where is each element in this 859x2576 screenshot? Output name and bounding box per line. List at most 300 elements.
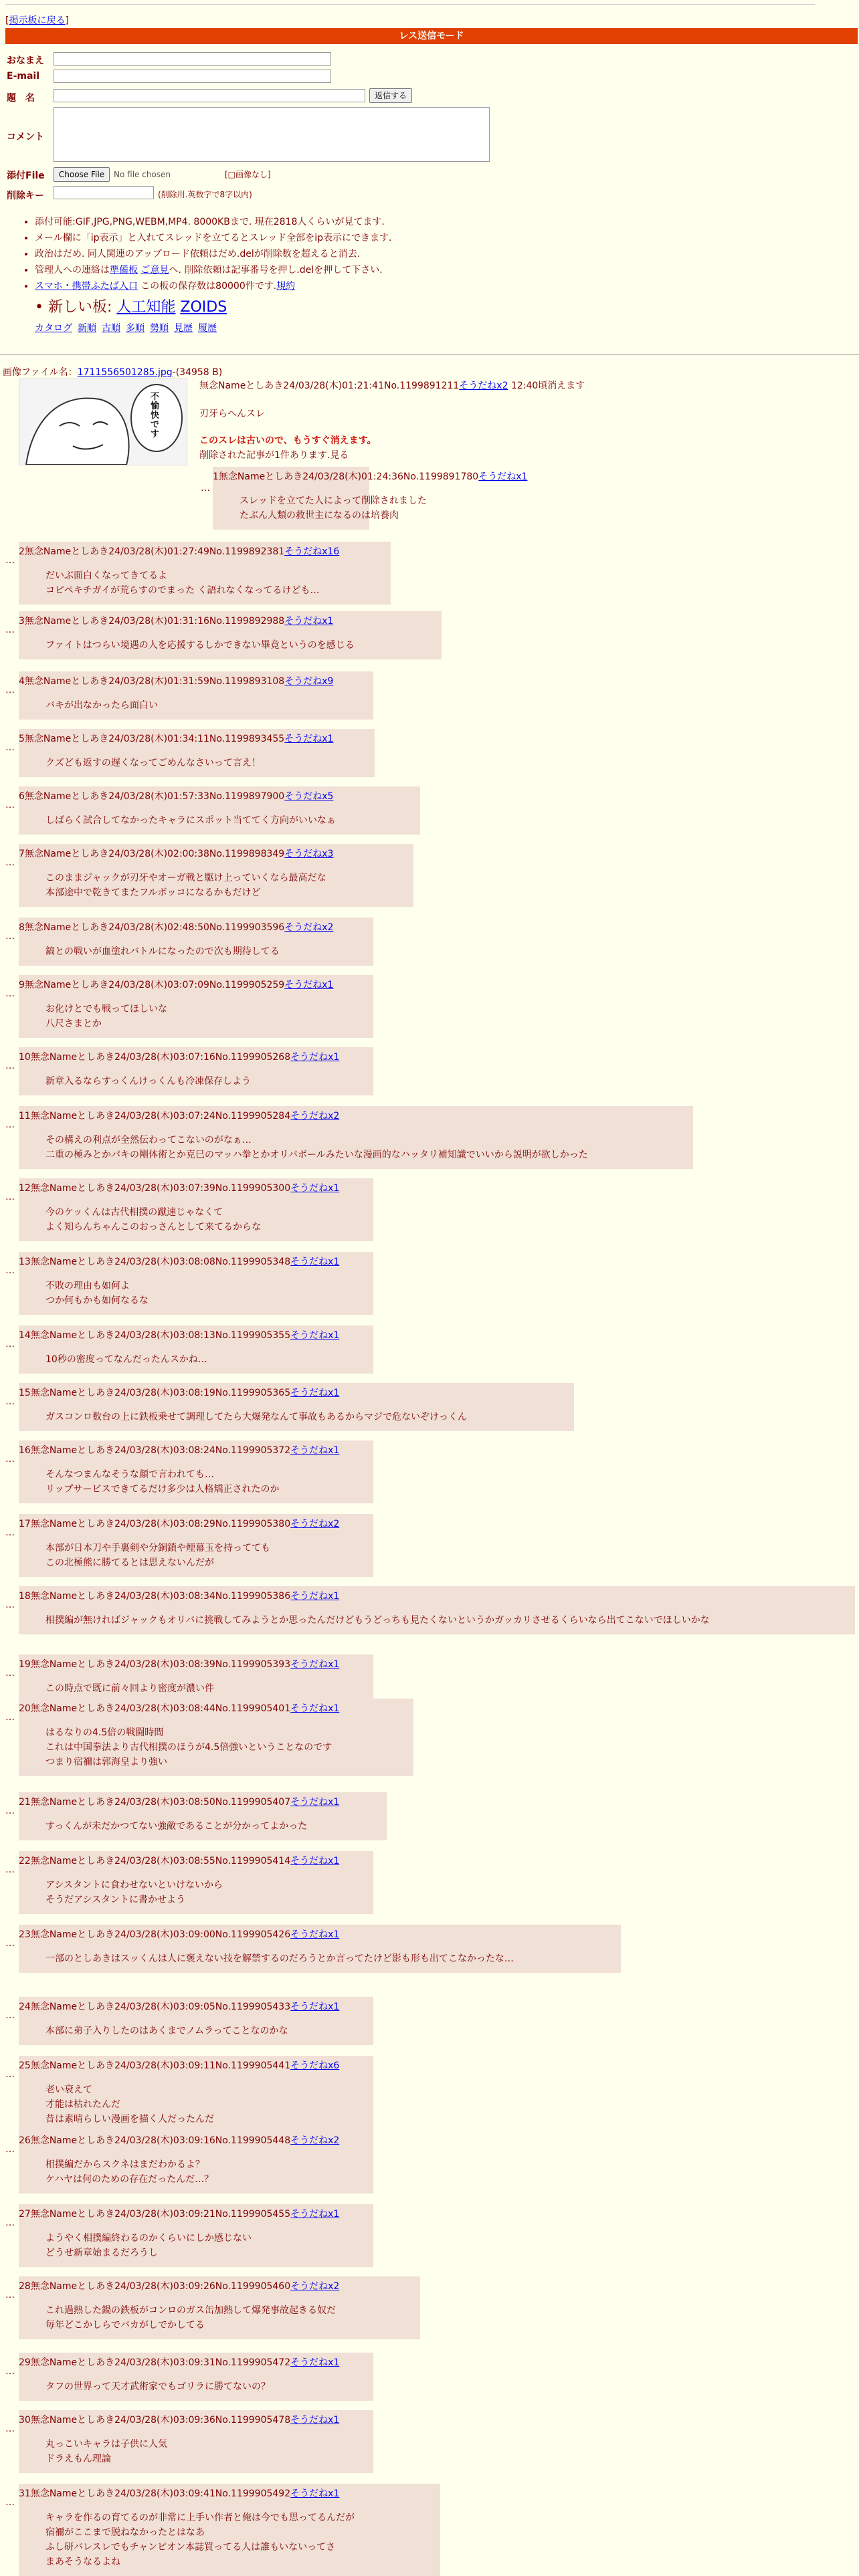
reply-body-line: この北極熊に勝てるとは思えないんだが [45,1558,214,1568]
no-image-checkbox[interactable]: [□画像なし] [225,170,271,179]
reply-dots: … [5,1454,15,1465]
comment-label: コメント [7,132,44,142]
reply-body-line: 丸っこいキャラは子供に人気 [45,2439,167,2450]
reply-post [19,1997,373,2045]
reply-number: 28 [19,2281,31,2292]
reply-dots: … [5,857,15,868]
name-label: おなまえ [7,56,44,66]
reply-post [213,467,528,530]
reply-post [19,1792,387,1840]
prep-board-link[interactable]: 準備板 [110,265,138,276]
reply-post [19,1586,855,1634]
op-expire: 12:40頃消えます [508,381,585,391]
reply-body-line: 八尺さまとか [45,1018,102,1029]
image-size: -(34958 B) [172,367,223,378]
no-file-text: No file chosen [114,170,171,179]
reply-body-line: アシスタントに食わせないといけないから [45,1880,223,1891]
reply-header [19,789,333,802]
reply-number: 29 [19,2357,31,2368]
reply-meta[interactable]: 無念Nameとしあき24/03/28(木)03:08:50No.1199905407 [30,1797,291,1808]
reply-body-line: このままジャックが刃牙やオーガ戦と駆け上っていくなら最高だな [45,873,326,883]
reply-post [19,2204,373,2267]
history-link[interactable]: 履歴 [198,323,217,334]
back-to-board-link[interactable]: 掲示板に戻る [9,15,66,26]
reply-header [19,2058,339,2072]
reply-header [19,2486,339,2500]
viewed-history-link[interactable]: 見歴 [174,323,193,334]
reply-sodane-link[interactable]: そうだねx1 [290,1929,340,1940]
reply-body-line: 毎年どこかしらでバカがしでかしてる [45,2320,205,2331]
reply-post [19,1654,373,1703]
email-label: E-mail [7,71,40,82]
reply-body-line: 相撲編が無ければジャックもオリバに挑戦してみようとか思ったんだけどもうどっちも見たくないというかガッカリさせるくらいなら出てこないでほしいかな [45,1615,710,1626]
reply-body-line: この時点で既に前々回より密度が濃い件 [45,1683,214,1694]
reply-number: 24 [19,2002,31,2012]
reply-header [19,614,333,627]
reply-dots: … [5,685,15,695]
reply-body-line: これ過熱した鍋の鉄板がコンロのガス缶加熱して爆発事故起きる奴だ [45,2305,336,2316]
reply-post [19,1252,373,1315]
reply-number: 9 [19,980,25,990]
reply-number: 3 [19,616,25,627]
reply-sodane-link[interactable]: そうだねx1 [290,1703,340,1714]
sort-new-link[interactable]: 新順 [78,323,96,334]
file-label: 添付File [7,171,45,181]
reply-sodane-link[interactable]: そうだねx1 [290,1445,340,1456]
reply-number: 6 [19,791,25,802]
new-board-prefix: 新しい板: [47,299,112,316]
reply-dots: … [5,2069,15,2080]
mobile-entry-link[interactable]: スマホ・携帯ふたば入口 [35,281,138,292]
reply-header [19,1328,339,1341]
reply-number: 15 [19,1388,31,1398]
section-divider [0,354,859,355]
reply-post [19,786,420,835]
reply-post [19,1106,693,1169]
reply-body-line: ふし研バレスレでもチャンピオン本誌買ってる人は誰もいないってさ [45,2542,336,2553]
reply-body-line: スレッドを立てた人によって削除されました [240,496,427,506]
reply-meta[interactable]: 無念Nameとしあき24/03/28(木)02:00:38No.1199898349 [24,849,285,859]
reply-header [19,674,333,687]
note-text: へ. 削除依頼は記事番号を押し.delを押して下さい. [169,265,383,276]
note-item [35,230,391,246]
board-nav-links [35,321,222,334]
reply-sodane-link[interactable]: そうだねx5 [284,791,334,802]
reply-header [19,2413,339,2426]
reply-dots: … [5,1600,15,1610]
reply-meta[interactable]: 無念Nameとしあき24/03/28(木)01:31:16No.1199892988 [24,616,285,627]
reply-meta[interactable]: 無念Nameとしあき24/03/28(木)03:09:16No.1199905448 [30,2135,291,2146]
reply-sodane-link[interactable]: そうだねx6 [290,2060,340,2071]
reply-dots: … [5,2144,15,2155]
reply-number: 30 [19,2415,31,2426]
reply-number: 7 [19,849,25,859]
reply-sodane-link[interactable]: そうだねx1 [290,2415,340,2426]
reply-header [19,2207,339,2220]
reply-number: 12 [19,1183,31,1194]
reply-body-line: 不敗の理由も如何よ [45,1281,130,1291]
reply-dots: … [5,2290,15,2300]
reply-sodane-link[interactable]: そうだねx1 [284,734,334,744]
speech-bubble-text: 不愉快です [151,392,160,439]
reply-meta[interactable]: 無念Nameとしあき24/03/28(木)03:09:00No.1199905426 [30,1929,291,1940]
reply-header [213,469,527,483]
reply-post [19,844,413,907]
reply-header [19,1109,339,1122]
reply-body-line: 昔は素晴らしい漫画を描く人だったんだ [45,2114,214,2125]
rules-link[interactable]: 規約 [276,281,296,292]
reply-body-line: だいぶ面白くなってきてるよ [45,570,167,581]
reply-dots: … [5,1119,15,1130]
subject-input[interactable] [54,89,365,102]
reply-sodane-link[interactable]: そうだねx1 [290,1330,340,1341]
reply-header [19,1589,339,1602]
op-body: 刃牙らへんスレ [199,409,265,419]
reply-dots: … [5,1396,15,1407]
reply-dots: … [5,1265,15,1276]
reply-body-line: その構えの利点が全然伝わってこないのがなぁ… [45,1135,252,1146]
reply-body-line: 老い衰えて [45,2084,92,2095]
name-input[interactable] [54,52,331,66]
reply-meta[interactable]: 無念Nameとしあき24/03/28(木)03:08:55No.1199905414 [30,1856,291,1866]
reply-header [19,732,333,745]
reply-body-line: どうせ新章始まるだろうし [45,2248,158,2258]
reply-dots: … [5,1864,15,1875]
reply-body-line: つか何もかも如何なるな [45,1295,149,1306]
op-header [199,379,585,392]
reply-post [19,918,373,966]
reply-number: 18 [19,1591,31,1602]
reply-dots: … [5,1668,15,1679]
op-meta: 無念Nameとしあき24/03/28(木)01:21:41No.1199891211 [199,381,460,391]
note-text: 添付可能:GIF,JPG,PNG,WEBM,MP4. 8000KBまで. 現在2818人くらいが見てます. [35,217,385,227]
reply-sodane-link[interactable]: そうだねx1 [290,1052,340,1063]
reply-number: 23 [19,1929,31,1940]
reply-meta[interactable]: 無念Nameとしあき24/03/28(木)03:09:36No.1199905478 [30,2415,291,2426]
reply-sodane-link[interactable]: そうだねx1 [290,1797,340,1808]
reply-number: 10 [19,1052,31,1063]
reply-post [19,975,373,1038]
reply-body-line: よく知らんちゃんこのおっさんとして来てるからな [45,1222,261,1232]
catalog-link[interactable]: カタログ [35,323,72,334]
notes-list [20,214,391,294]
reply-sodane-link[interactable]: そうだねx2 [290,2281,340,2292]
reply-post [19,729,375,777]
reply-number: 1 [213,471,219,482]
reply-meta[interactable]: 無念Nameとしあき24/03/28(木)03:09:26No.1199905460 [30,2281,291,2292]
note-text: メール欄に「ip表示」と入れてスレッドを立てるとスレッド全部をip表示にできます. [35,233,392,243]
reply-dots: … [5,2497,15,2508]
reply-header [19,1657,339,1671]
reply-sodane-link[interactable]: そうだねx2 [290,1111,340,1121]
reply-body-line: リップサービスできてるだけ多少は人格矯正されたのか [45,1484,280,1495]
reply-body-line: つまり宿禰は郭海皇より強い [45,1757,167,1767]
reply-meta[interactable]: 無念Nameとしあき24/03/28(木)01:31:59No.1199893108 [24,676,285,687]
reply-post [19,1851,373,1914]
reply-meta[interactable]: 無念Nameとしあき24/03/28(木)03:07:24No.1199905284 [30,1111,291,1121]
reply-dots: … [5,555,15,566]
reply-sodane-link[interactable]: そうだねx1 [284,980,334,990]
reply-body-line: これは中国拳法より古代相撲のほうが4.5倍強いということなのです [45,1742,332,1753]
reply-dots: … [5,1339,15,1350]
reply-meta[interactable]: 無念Nameとしあき24/03/28(木)03:08:34No.1199905386 [30,1591,291,1602]
sort-old-link[interactable]: 古順 [102,323,120,334]
note-item [35,246,391,262]
top-divider [5,4,815,5]
reply-body-line: 本部が日本刀や手裏剣や分銅鎖や煙幕玉を持ってても [45,1543,270,1553]
reply-dots: … [5,800,15,811]
reply-meta[interactable]: 無念Nameとしあき24/03/28(木)01:34:11No.1199893455 [24,734,285,744]
feedback-link[interactable]: ご意見 [140,265,169,276]
email-input[interactable] [54,70,331,83]
reply-post [19,1325,373,1374]
reply-meta[interactable]: 無念Nameとしあき24/03/28(木)03:09:31No.1199905472 [30,2357,291,2368]
reply-post [19,2131,373,2193]
reply-body-line: そうだアシスタントに書かせよう [45,1895,186,1905]
reply-body-line: すっくんが未だかつてない強敵であることが分かってよかった [45,1821,308,1832]
reply-meta[interactable]: 無念Nameとしあき24/03/28(木)03:08:13No.1199905355 [30,1330,291,1341]
reply-header [19,1927,339,1941]
op-sodane-link[interactable]: そうだねx2 [459,381,508,391]
reply-sodane-link[interactable]: そうだねx1 [290,2209,340,2220]
reply-body-line: まあそうなるよね [45,2557,120,2567]
reply-body-line: ガスコンロ数台の上に鉄板乗せて調理してたら大爆発なんて事故もあるからマジで危ないぞけっくん [45,1412,467,1422]
reply-sodane-link[interactable]: そうだねx1 [284,616,334,627]
comment-textarea[interactable] [54,107,490,162]
note-item [35,262,391,278]
reply-dots: … [5,988,15,999]
reply-header [19,1386,339,1399]
reply-dots: … [5,625,15,635]
sort-momentum-link[interactable]: 勢順 [150,323,169,334]
ai-board-link[interactable]: 人工知能 [116,299,176,316]
reply-body-line: バキが出なかったら面白い [45,700,158,711]
reply-post [19,1440,373,1503]
reply-sodane-link[interactable]: そうだねx2 [284,922,334,933]
reply-body-line: 二重の極みとかパキの剛体術とか克巳のマッハ拳とかオリバボールみたいな漫画的なハッタリ補知識でいいから説明が欲しかった [45,1150,588,1160]
reply-post [19,611,442,659]
reply-post [19,1178,373,1241]
reply-body-line: ドラえもん理論 [45,2454,111,2464]
reply-header [19,2355,339,2369]
reply-body-line: 本部に弟子入りしたのはあくまでノムラってことなのかな [45,2026,288,2036]
reply-body-line: たぶん人類の救世主になるのは培養肉 [240,510,399,521]
reply-header [19,978,333,991]
reply-sodane-link[interactable]: そうだねx2 [290,2135,340,2146]
zoids-board-link[interactable]: ZOIDS [180,299,227,316]
reply-body-line: ファイトはつらい境遇の人を応援するしかできない畢竟というのを感じる [45,640,355,651]
reply-sodane-link[interactable]: そうだねx1 [478,471,528,482]
reply-number: 16 [19,1445,31,1456]
reply-header [19,1854,339,1867]
reply-body-line: 今のケッくんは古代相撲の蹴速じゃなくて [45,1207,223,1218]
reply-header [19,1050,339,1063]
reply-number: 2 [19,546,25,557]
delkey-input[interactable] [54,186,154,199]
reply-body-line: 一部のとしあきはスッくんは人に褒えない技を解禁するのだろうとか言ってたけど影も形も出てこなかったな… [45,1953,514,1964]
reply-meta[interactable]: 無念Nameとしあき24/03/28(木)01:27:49No.1199892381 [24,546,285,557]
reply-header [19,847,333,860]
reply-body-line: 10秒の密度ってなんだったんスかね… [45,1354,207,1365]
reply-post [19,2353,373,2401]
reply-body-line: 相撲編だからスクネはまだわかるよ？ [45,2159,205,2170]
reply-dots: … [5,1061,15,1071]
image-filename-prefix: 画像ファイル名： [3,367,78,378]
new-board-line: • 新しい板: 人工知能 ZOIDS [35,299,227,316]
reply-dots: … [5,1938,15,1949]
reply-header [19,544,339,558]
reply-body-line: コピペキチガイが荒らすのでまった く語れなくなってるけども… [45,585,320,596]
image-filename-line [3,365,222,379]
reply-dots: … [201,483,210,494]
reply-sodane-link[interactable]: そうだねx1 [290,1388,340,1398]
reply-sodane-link[interactable]: そうだねx3 [284,849,334,859]
reply-header [19,1443,339,1457]
reply-sodane-link[interactable]: そうだねx1 [290,1591,340,1602]
image-file-link[interactable]: 1711556501285.jpg [77,367,173,378]
reply-meta[interactable]: 無念Nameとしあき24/03/28(木)03:09:05No.1199905433 [30,2002,291,2012]
reply-dots: … [5,2218,15,2228]
delkey-label: 削除キー [7,191,44,201]
reply-dots: … [5,2366,15,2377]
reply-meta[interactable]: 無念Nameとしあき24/03/28(木)03:07:39No.1199905300 [30,1183,291,1194]
note-text: 管理人への連絡は [35,265,110,276]
reply-sodane-link[interactable]: そうだねx1 [290,2357,340,2368]
reply-meta[interactable]: 無念Nameとしあき24/03/28(木)03:09:21No.1199905455 [30,2209,291,2220]
reply-meta[interactable]: 無念Nameとしあき24/03/28(木)03:08:19No.1199905365 [30,1388,291,1398]
reply-body-line: しばらく試合してなかったキャラにスポット当ててく方向がいいなぁ [45,815,336,826]
reply-number: 4 [19,676,25,687]
reply-dots: … [5,931,15,942]
reply-meta[interactable]: 無念Nameとしあき24/03/28(木)02:48:50No.1199903596 [24,922,285,933]
delkey-note: (削除用.英数字で8字以内) [158,190,252,199]
reply-post [19,2484,440,2576]
reply-meta[interactable]: 無念Nameとしあき24/03/28(木)03:08:44No.1199905401 [30,1703,291,1714]
note-item [35,214,391,230]
reply-number: 8 [19,922,25,933]
reply-post [19,1925,621,1973]
reply-body-line: そんなつまんなそうな顔で言われても… [45,1469,214,1480]
reply-body-line: タフの世界って天才武術家でもゴリラに勝てないの？ [45,2381,270,2392]
reply-header [19,1255,339,1268]
reply-body-line: ようやく相撲編終わるのかくらいにしか感じない [45,2233,252,2244]
reply-number: 14 [19,1330,31,1341]
op-thumbnail[interactable] [19,379,187,465]
reply-header [19,1181,339,1194]
reply-meta[interactable]: 無念Nameとしあき24/03/28(木)03:09:11No.1199905441 [30,2060,291,2071]
reply-sodane-link[interactable]: そうだねx1 [290,2488,340,2499]
reply-body-line: はるなりの4.5倍の戦闘時間 [45,1727,164,1738]
reply-header [19,1701,339,1715]
note-item [35,278,391,294]
reply-mode-bar: レス送信モード [5,28,858,44]
reply-dots: … [5,2010,15,2021]
reply-body-line: 宿禰がここまで脱ねなかったとはなあ [45,2527,205,2538]
reply-header [19,2133,339,2147]
submit-button[interactable]: 返信する [369,88,412,103]
reply-number: 31 [19,2488,31,2499]
reply-meta[interactable]: 無念Nameとしあき24/03/28(木)03:07:09No.1199905259 [24,980,285,990]
reply-sodane-link[interactable]: そうだねx9 [284,676,334,687]
reply-header [19,1517,339,1530]
note-text: 政治はだめ. 同人関連のアップロード依頼はだめ.delが削除数を超えると消去. [35,249,361,259]
reply-number: 13 [19,1257,31,1267]
reply-meta[interactable]: 無念Nameとしあき24/03/28(木)01:57:33No.1199897900 [24,791,285,802]
reply-post [19,542,391,605]
reply-meta[interactable]: 無念Nameとしあき24/03/28(木)01:24:36No.1199891780 [218,471,479,482]
reply-header [19,2279,339,2292]
reply-body-line: クズども返すの遅くなってごめんなさいって言え！ [45,758,261,768]
reply-body-line: 鎬との戦いが血塗れバトルになったので次も期待してる [45,946,280,957]
reply-meta[interactable]: 無念Nameとしあき24/03/28(木)03:09:41No.1199905492 [30,2488,291,2499]
reply-number: 27 [19,2209,31,2220]
reply-sodane-link[interactable]: そうだねx1 [290,2002,340,2012]
reply-body-line: ケハヤは何のための存在だったんだ…？ [45,2174,214,2185]
reply-post [19,671,373,720]
reply-post [19,2410,373,2473]
sort-many-link[interactable]: 多順 [126,323,145,334]
reply-post [19,1699,413,1776]
reply-post [19,1383,574,1431]
reply-dots: … [5,1527,15,1538]
reply-sodane-link[interactable]: そうだねx1 [290,1856,340,1866]
reply-post [19,2276,420,2339]
reply-body-line: 才能は枯れたんだ [45,2099,120,2110]
reply-body-line: お化けとでも戦ってほしいな [45,1004,167,1014]
reply-meta[interactable]: 無念Nameとしあき24/03/28(木)03:08:29No.1199905380 [30,1519,291,1529]
back-link-wrap: [掲示板に戻る] [5,15,69,26]
reply-sodane-link[interactable]: そうだねx1 [290,1659,340,1670]
reply-number: 20 [19,1703,31,1714]
reply-number: 11 [19,1111,31,1121]
reply-header [19,920,333,934]
reply-sodane-link[interactable]: そうだねx1 [290,1183,340,1194]
reply-number: 17 [19,1519,31,1529]
reply-body-line: 新章入るならすっくんけっくんも冷凍保存しよう [45,1076,252,1087]
reply-dots: … [5,2424,15,2434]
reply-dots: … [5,1192,15,1202]
reply-body-line: キャラを作るの育てるのが非常に上手い作者と俺は今でも思ってるんだが [45,2512,355,2523]
reply-meta[interactable]: 無念Nameとしあき24/03/28(木)03:08:24No.1199905372 [30,1445,291,1456]
reply-header [19,2000,339,2013]
reply-dots: … [5,742,15,753]
reply-number: 22 [19,1856,31,1866]
note-text: この板の保存数は80000件です. [140,281,277,292]
reply-post [19,1047,373,1095]
reply-header [19,1795,339,1808]
reply-number: 26 [19,2135,31,2146]
reply-post [19,2056,373,2133]
reply-sodane-link[interactable]: そうだねx16 [284,546,340,557]
reply-body-line: 本部途中で乾きてまたフルボッコになるかもだけど [45,887,261,898]
reply-number: 25 [19,2060,31,2071]
reply-number: 19 [19,1659,31,1670]
reply-sodane-link[interactable]: そうだねx2 [290,1519,340,1529]
reply-dots: … [5,1712,15,1723]
reply-meta[interactable]: 無念Nameとしあき24/03/28(木)03:07:16No.1199905268 [30,1052,291,1063]
reply-sodane-link[interactable]: そうだねx1 [290,1257,340,1267]
subject-label: 題 名 [7,93,35,104]
op-deleted-note: 削除された記事が1件あります.見る [199,450,349,461]
reply-meta[interactable]: 無念Nameとしあき24/03/28(木)03:08:08No.1199905348 [30,1257,291,1267]
choose-file-button[interactable]: Choose File [54,167,110,182]
reply-number: 5 [19,734,25,744]
reply-post [19,1514,373,1577]
reply-dots: … [5,1806,15,1816]
reply-meta[interactable]: 無念Nameとしあき24/03/28(木)03:08:39No.1199905393 [30,1659,291,1670]
op-warning: このスレは古いので、もうすぐ消えます。 [199,435,377,446]
reply-number: 21 [19,1797,31,1808]
